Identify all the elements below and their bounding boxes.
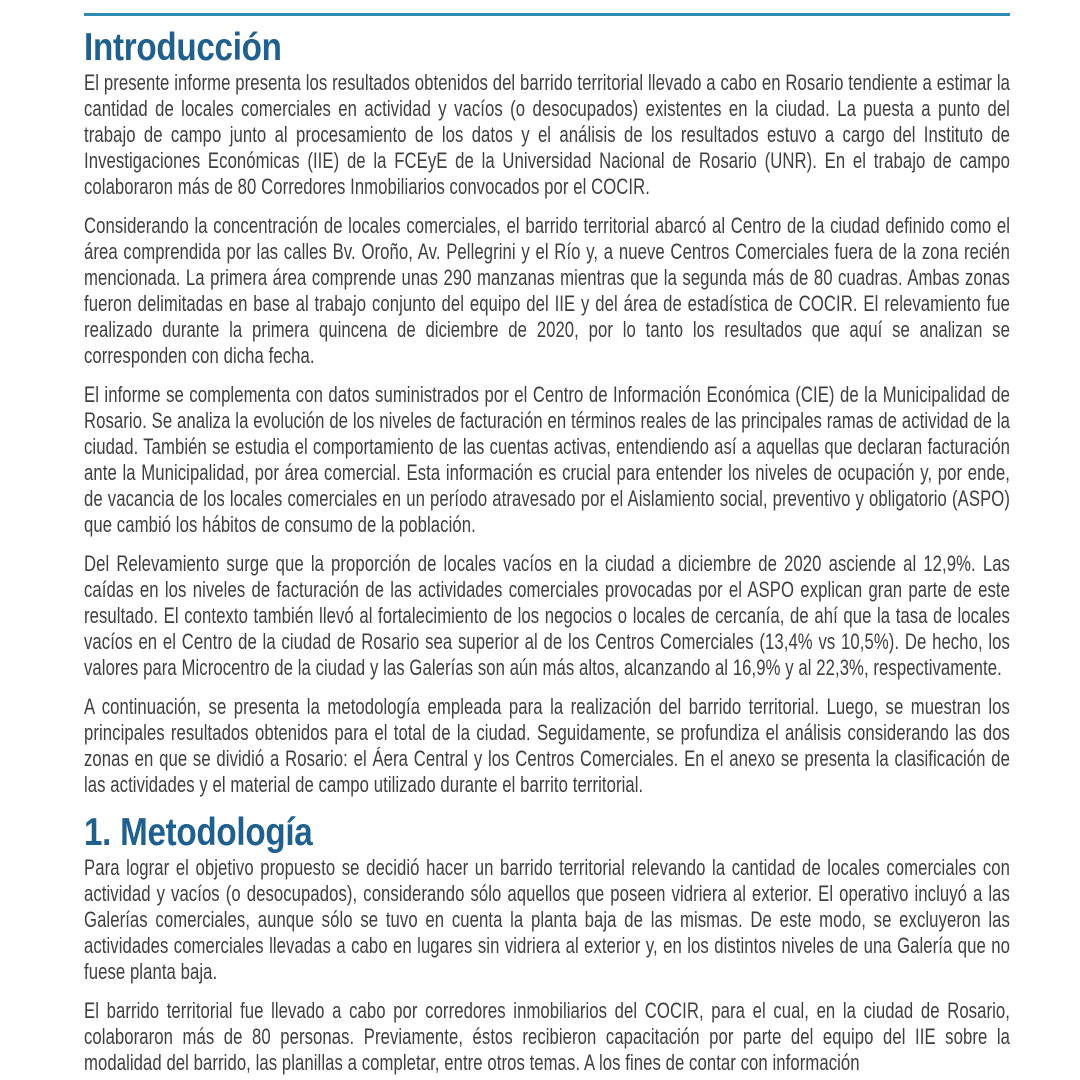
paragraph-metodologia-1: Para lograr el objetivo propuesto se decidió hacer un barrido territorial relevando la cantidad de locales comerciales con actividad y vacíos (o desocupados), considerando sólo aquellos que poseen vidriera al exterior. El operativo incluyó a las Galerías comerciales, aunque sólo se tuvo en cuenta la planta baja de las mismas. De este modo, se excluyeron las actividades comerciales llevadas a cabo en lugares sin vidriera al exterior y, en los distintos niveles de una Galería que no fuese planta baja.	[84, 855, 1010, 984]
paragraph-metodologia-2: El barrido territorial fue llevado a cabo por corredores inmobiliarios del COCIR, para el cual, en la ciudad de Rosario, colaboraron más de 80 personas. Previamente, éstos recibieron capacitación por parte del equipo del IIE sobre la modalidad del barrido, las planillas a completar, entre otros temas. A los fines de contar con información	[84, 998, 1010, 1075]
paragraph-intro-1: El presente informe presenta los resultados obtenidos del barrido territorial llevado a cabo en Rosario tendiente a estimar la cantidad de locales comerciales en actividad y vacíos (o desocupados) existentes en la ciudad. La puesta a punto del trabajo de campo junto al procesamiento de los datos y el análisis de los resultados estuvo a cargo del Instituto de Investigaciones Económicas (IIE) de la FCEyE de la Universidad Nacional de Rosario (UNR). En el trabajo de campo colaboraron más de 80 Corredores Inmobiliarios convocados por el COCIR.	[84, 70, 1010, 199]
paragraph-intro-5: A continuación, se presenta la metodología empleada para la realización del barrido territorial. Luego, se muestran los principales resultados obtenidos para el total de la ciudad. Seguidamente, se profundiza el análisis considerando las dos zonas en que se dividió a Rosario: el Áera Central y los Centros Comerciales. En el anexo se presenta la clasificación de las actividades y el material de campo utilizado durante el barrito territorial.	[84, 694, 1010, 797]
paragraph-intro-3: El informe se complementa con datos suministrados por el Centro de Información Económica (CIE) de la Municipalidad de Rosario. Se analiza la evolución de los niveles de facturación en términos reales de las principales ramas de actividad de la ciudad. También se estudia el comportamiento de las cuentas activas, entendiendo así a aquellas que declaran facturación ante la Municipalidad, por área comercial. Esta información es crucial para entender los niveles de ocupación y, por ende, de vacancia de los locales comerciales en un período atravesado por el Aislamiento social, preventivo y obligatorio (ASPO) que cambió los hábitos de consumo de la población.	[84, 382, 1010, 537]
paragraph-intro-2: Considerando la concentración de locales comerciales, el barrido territorial abarcó al Centro de la ciudad definido como el área comprendida por las calles Bv. Oroño, Av. Pellegrini y el Río y, a nueve Centros Comerciales fuera de la zona recién mencionada. La primera área comprende unas 290 manzanas mientras que la segunda más de 80 cuadras. Ambas zonas fueron delimitadas en base al trabajo conjunto del equipo del IIE y del área de estadística de COCIR. El relevamiento fue realizado durante la primera quincena de diciembre de 2020, por lo tanto los resultados que aquí se analizan se corresponden con dicha fecha.	[84, 213, 1010, 368]
paragraph-intro-4: Del Relevamiento surge que la proporción de locales vacíos en la ciudad a diciembre de 2020 asciende al 12,9%. Las caídas en los niveles de facturación de las actividades comerciales provocadas por el ASPO explican gran parte de este resultado. El contexto también llevó al fortalecimiento de los negocios o locales de cercanía, de ahí que la tasa de locales vacíos en el Centro de la ciudad de Rosario sea superior al de los Centros Comerciales (13,4% vs 10,5%). De hecho, los valores para Microcentro de la ciudad y las Galerías son aún más altos, alcanzando al 16,9% y al 22,3%, respectivamente.	[84, 551, 1010, 680]
section-heading-introduccion: Introducción	[84, 26, 282, 69]
section-heading-metodologia: 1. Metodología	[84, 811, 313, 854]
header-rule	[84, 13, 1010, 16]
